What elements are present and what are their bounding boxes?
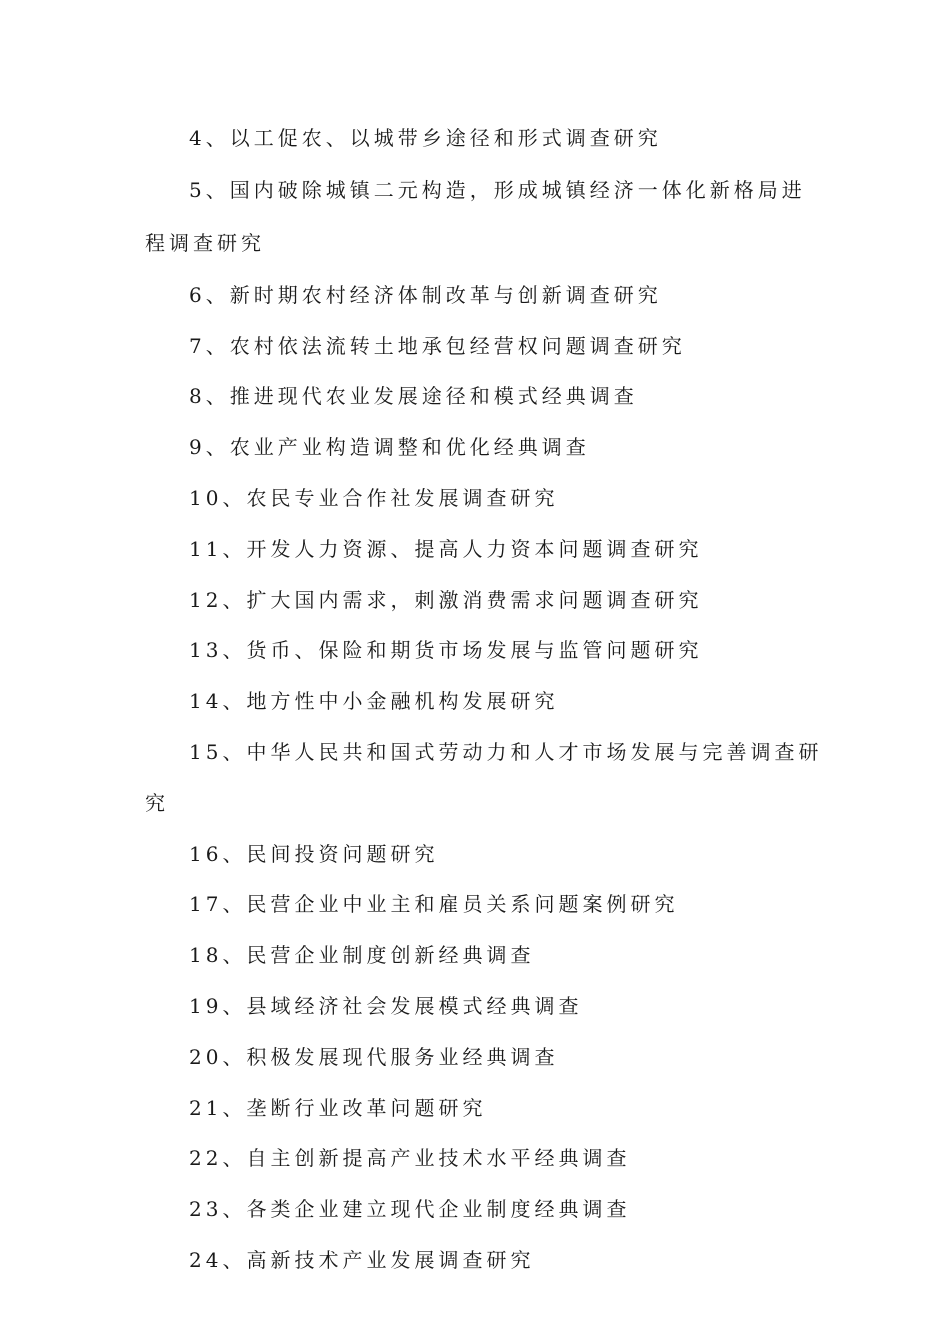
list-item: 16、民间投资问题研究: [189, 841, 439, 866]
list-item: 22、自主创新提高产业技术水平经典调查: [189, 1146, 631, 1171]
list-item: 23、各类企业建立现代企业制度经典调查: [189, 1197, 631, 1222]
list-item: 7、农村依法流转土地承包经营权问题调查研究: [189, 333, 686, 358]
list-item: 4、以工促农、以城带乡途径和形式调查研究: [189, 126, 662, 150]
list-item: 14、地方性中小金融机构发展研究: [189, 689, 559, 714]
list-item: 20、积极发展现代服务业经典调查: [189, 1044, 559, 1069]
list-item: 10、农民专业合作社发展调查研究: [189, 485, 559, 510]
list-item: 8、推进现代农业发展途径和模式经典调查: [189, 384, 638, 409]
list-item: 15、中华人民共和国式劳动力和人才市场发展与完善调查研究: [145, 739, 823, 815]
list-item: 11、开发人力资源、提高人力资本问题调查研究: [189, 536, 703, 561]
list-item: 13、货币、保险和期货市场发展与监管问题研究: [189, 638, 703, 663]
list-item: 18、民营企业制度创新经典调查: [189, 943, 535, 968]
list-item: 24、高新技术产业发展调查研究: [189, 1247, 535, 1272]
list-item: 21、垄断行业改革问题研究: [189, 1095, 487, 1120]
list-item: 9、农业产业构造调整和优化经典调查: [189, 435, 590, 460]
list-item: 5、国内破除城镇二元构造，形成城镇经济一体化新格局进程调查研究: [145, 177, 806, 255]
research-topic-list: [145, 113, 825, 1286]
list-item: 19、县域经济社会发展模式经典调查: [189, 993, 583, 1018]
list-item: 6、新时期农村经济体制改革与创新调查研究: [189, 282, 662, 307]
list-item: 17、民营企业中业主和雇员关系问题案例研究: [189, 892, 679, 917]
list-item: 12、扩大国内需求，刺激消费需求问题调查研究: [189, 587, 703, 612]
